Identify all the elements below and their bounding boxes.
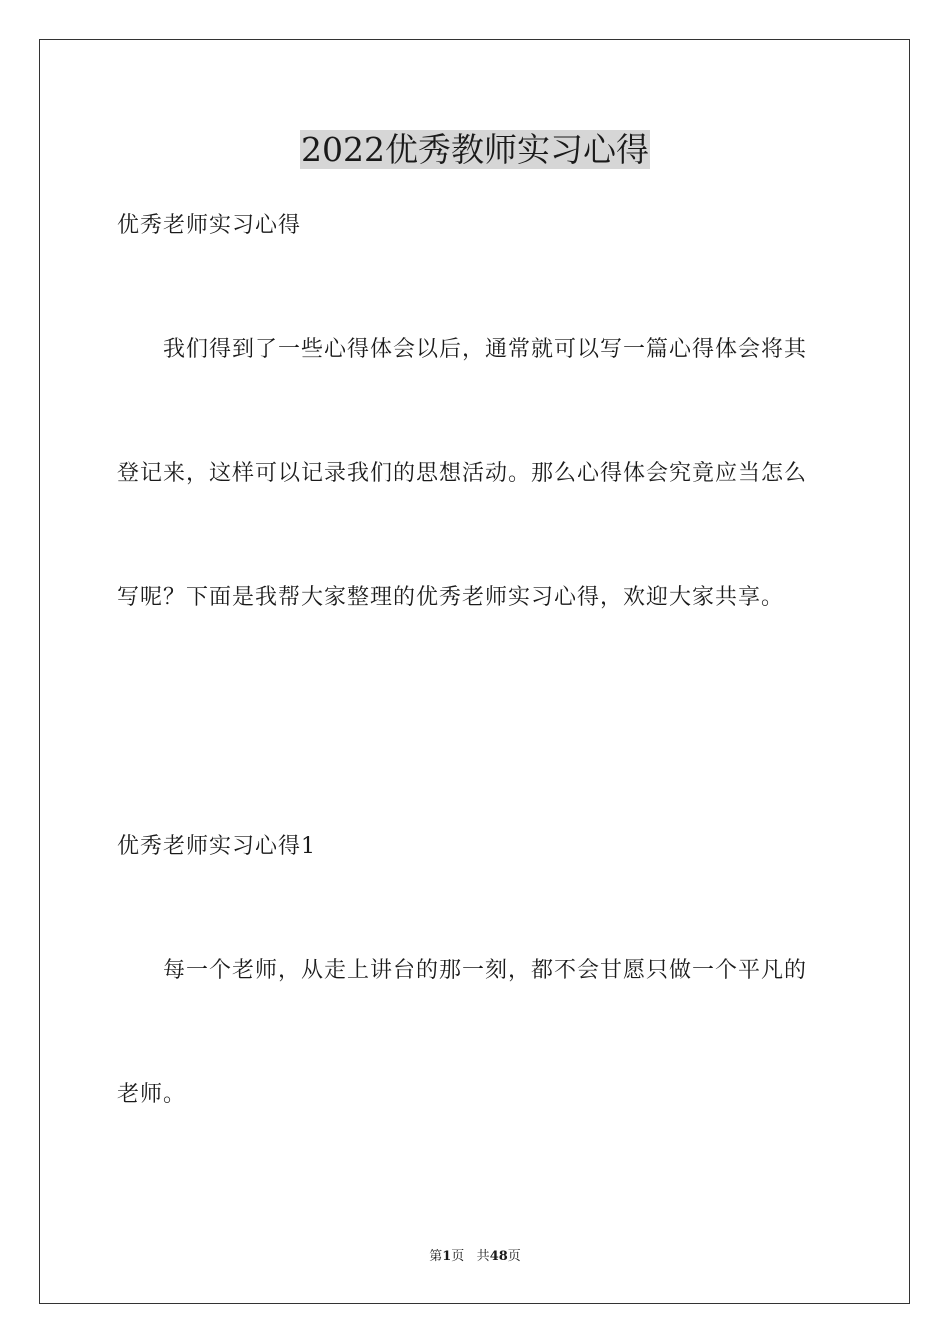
- paragraph-line: 老师。: [117, 1082, 187, 1107]
- page-suffix: 页: [451, 1249, 465, 1264]
- section-heading: 优秀老师实习心得1: [117, 834, 316, 859]
- page-footer: [0, 1249, 950, 1265]
- page-number: 1: [442, 1249, 452, 1264]
- document-title-text: 2022优秀教师实习心得: [301, 130, 649, 169]
- document-title: [0, 128, 950, 172]
- paragraph-line: 我们得到了一些心得体会以后，通常就可以写一篇心得体会将其: [163, 337, 808, 362]
- paragraph-line: 写呢？下面是我帮大家整理的优秀老师实习心得，欢迎大家共享。: [117, 585, 785, 610]
- paragraph-line: 登记来，这样可以记录我们的思想活动。那么心得体会究竟应当怎么: [117, 461, 808, 486]
- total-suffix: 页: [507, 1249, 521, 1264]
- paragraph-line: 每一个老师，从走上讲台的那一刻，都不会甘愿只做一个平凡的: [163, 958, 808, 983]
- page-prefix: 第: [429, 1249, 443, 1264]
- total-pages: 48: [489, 1249, 508, 1264]
- section-heading: 优秀老师实习心得: [117, 213, 302, 238]
- total-prefix: 共: [476, 1249, 490, 1264]
